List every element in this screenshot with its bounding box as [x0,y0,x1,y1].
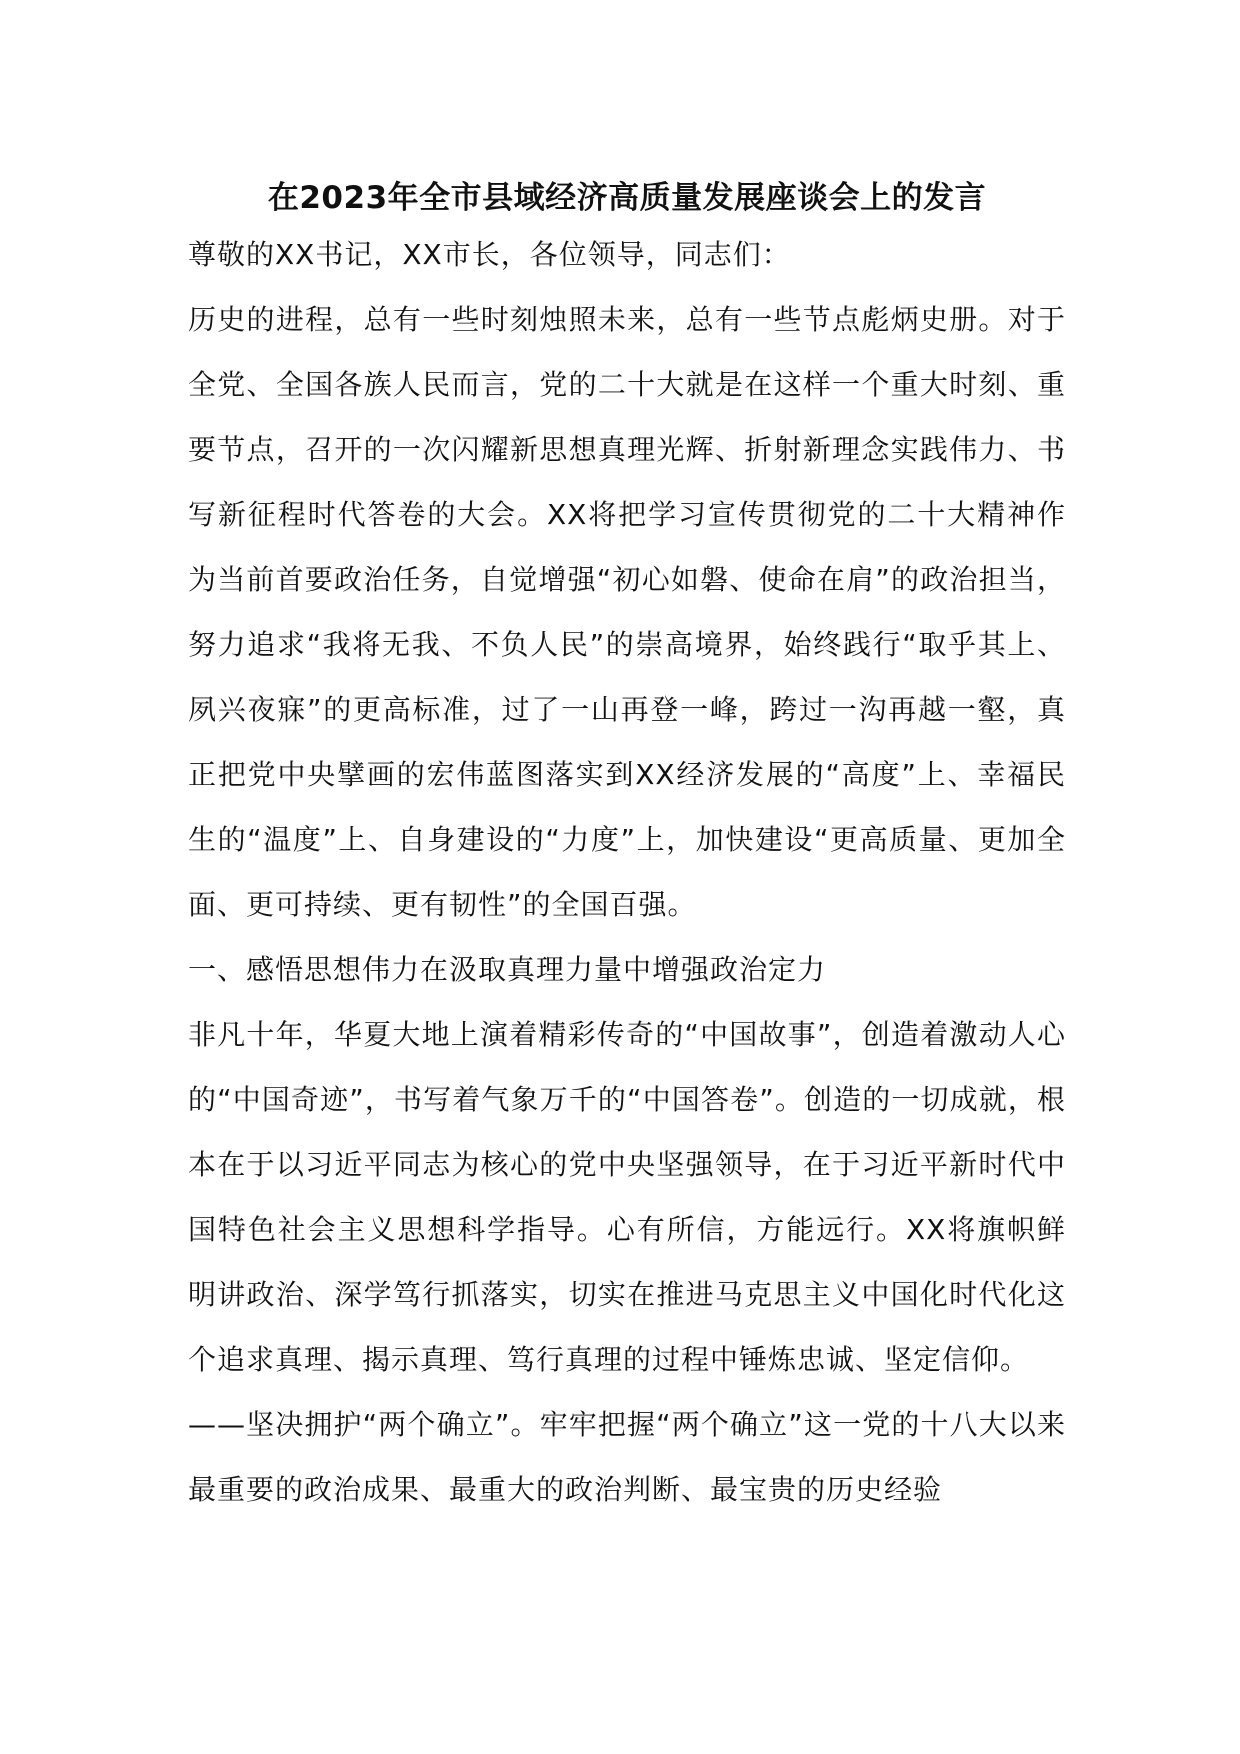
paragraph: ——坚决拥护“两个确立”。牢牢把握“两个确立”这一党的十八大以来最重要的政治成果、最重大的政治判断、最宝贵的历史经验 [188,1408,1066,1506]
salutation: 尊敬的XX书记，XX市长，各位领导，同志们： [188,238,791,271]
document-title: 在2023年全市县域经济高质量发展座谈会上的发言 [267,180,987,216]
paragraph: 非凡十年，华夏大地上演着精彩传奇的“中国故事”，创造着激动人心的“中国奇迹”，书写着气象万千的“中国答卷”。创造的一切成就，根本在于以习近平同志为核心的党中央坚强领导，在于习近平新时代中国特色社会主义思想科学指导。心有所信，方能远行。XX将旗帜鲜明讲政治、深学笃行抓落实，切实在推进马克思主义中国化时代化这个追求真理、揭示真理、笃行真理的过程中锤炼忠诚、坚定信仰。 [188,1018,1066,1376]
paragraph: 历史的进程，总有一些时刻烛照未来，总有一些节点彪炳史册。对于全党、全国各族人民而言，党的二十大就是在这样一个重大时刻、重要节点，召开的一次闪耀新思想真理光辉、折射新理念实践伟力、书写新征程时代答卷的大会。XX将把学习宣传贯彻党的二十大精神作为当前首要政治任务，自觉增强“初心如磐、使命在肩”的政治担当，努力追求“我将无我、不负人民”的崇高境界，始终践行“取乎其上、夙兴夜寐”的更高标准，过了一山再登一峰，跨过一沟再越一壑，真正把党中央擘画的宏伟蓝图落实到XX经济发展的“高度”上、幸福民生的“温度”上、自身建设的“力度”上，加快建设“更高质量、更加全面、更可持续、更有韧性”的全国百强。 [188,303,1066,921]
section-heading: 一、感悟思想伟力在汲取真理力量中增强政治定力 [188,953,827,986]
document-content [188,178,1066,1522]
